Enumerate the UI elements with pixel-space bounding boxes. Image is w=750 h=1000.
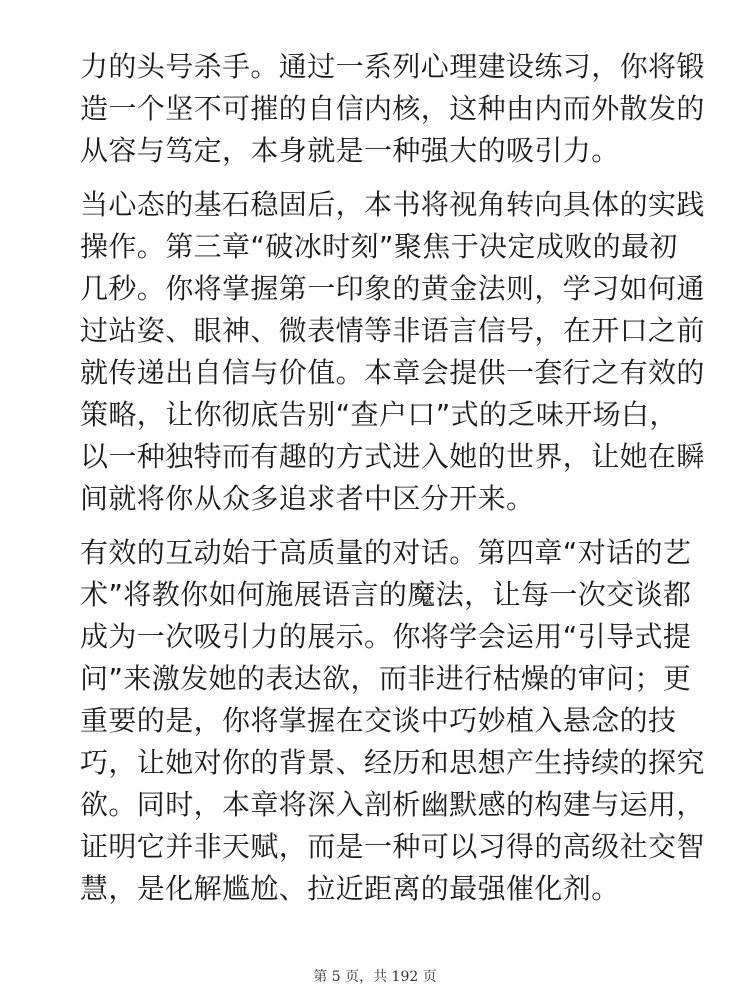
text-line: 造一个坚不可摧的自信内核，这种由内而外散发的 [80,92,705,125]
text-line: 以一种独特而有趣的方式进入她的世界，让她在瞬 [80,440,705,473]
paragraph-1 [80,46,705,172]
text-line: 间就将你从众多追求者中区分开来。 [80,482,535,515]
text-line: 问”来激发她的表达欲，而非进行枯燥的审问；更 [80,662,692,695]
text-line: 操作。第三章“破冰时刻”聚焦于决定成败的最初 [80,230,678,263]
text-line: 就传递出自信与价值。本章会提供一套行之有效的 [80,356,705,389]
page-number: 第 5 页，共 192 页 [313,969,437,985]
text-line: 重要的是，你将掌握在交谈中巧妙植入悬念的技 [80,704,677,737]
text-line: 力的头号杀手。通过一系列心理建设练习，你将锻 [80,50,705,83]
text-line: 慧，是化解尴尬、拉近距离的最强催化剂。 [80,872,620,905]
text-line: 策略，让你彻底告别“查户口”式的乏味开场白， [80,398,678,431]
text-line: 成为一次吸引力的展示。你将学会运用“引导式提 [80,620,692,653]
paragraph-3 [80,532,705,910]
text-line: 过站姿、眼神、微表情等非语言信号，在开口之前 [80,314,705,347]
text-line: 当心态的基石稳固后，本书将视角转向具体的实践 [80,188,705,221]
paragraph-2 [80,184,705,520]
text-line: 有效的互动始于高质量的对话。第四章“对话的艺 [80,536,692,569]
body-text [80,46,705,922]
text-line: 证明它并非天赋，而是一种可以习得的高级社交智 [80,830,705,863]
text-line: 术”将教你如何施展语言的魔法，让每一次交谈都 [80,578,692,611]
text-line: 欲。同时，本章将深入剖析幽默感的构建与运用， [80,788,705,821]
text-line: 几秒。你将掌握第一印象的黄金法则，学习如何通 [80,272,705,305]
text-line: 从容与笃定，本身就是一种强大的吸引力。 [80,134,620,167]
text-line: 巧，让她对你的背景、经历和思想产生持续的探究 [80,746,705,779]
